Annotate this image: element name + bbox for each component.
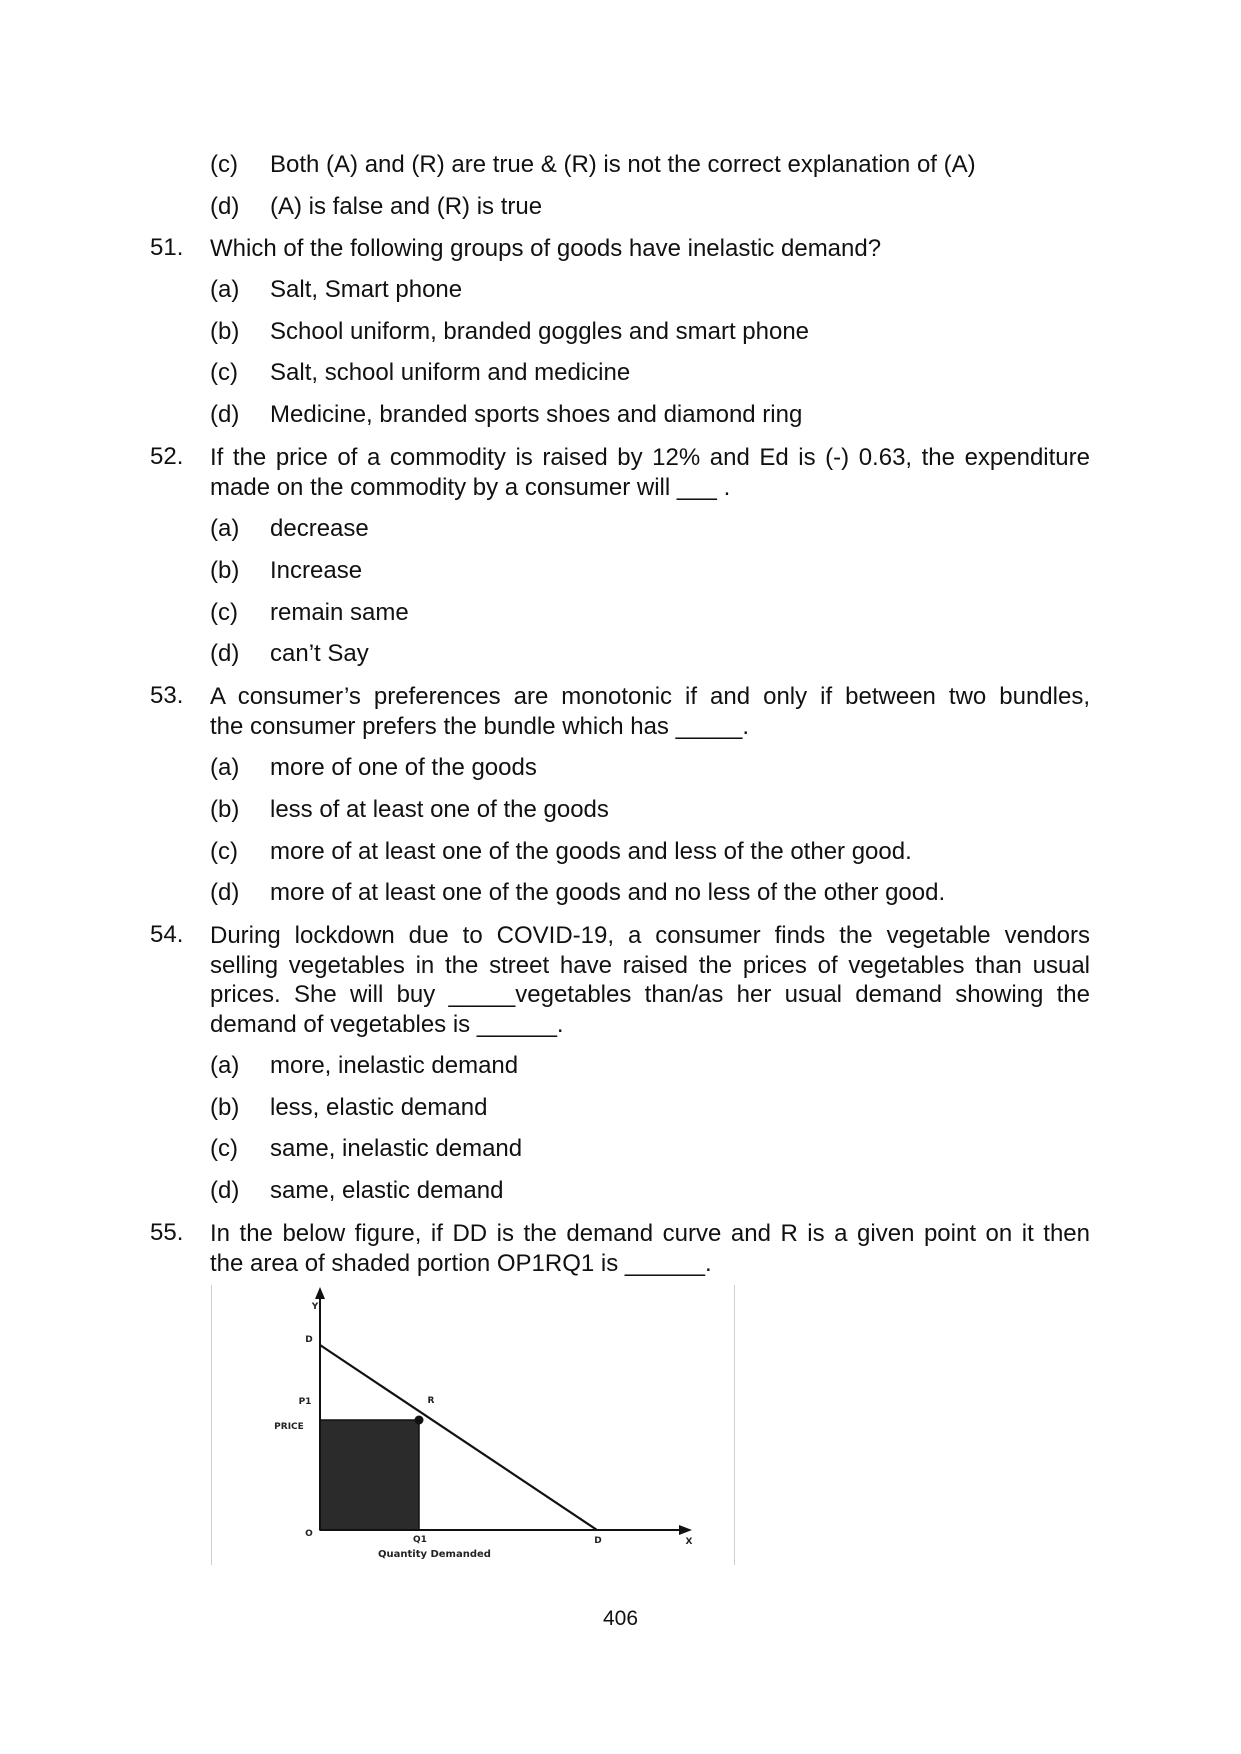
option-b-label: (b)	[210, 557, 240, 584]
price-level-label: P1	[298, 1397, 312, 1407]
question-number: 51.	[150, 234, 184, 261]
question-text-line: prices. She will buy _____vegetables than/as her usual demand showing the	[210, 981, 1090, 1008]
question-text-line: In the below figure, if DD is the demand curve and R is a given point on it then	[210, 1220, 1090, 1247]
question-text-line: If the price of a commodity is raised by 12% and Ed is (-) 0.63, the expenditure	[210, 444, 1090, 471]
demand-bottom-label: D	[594, 1536, 602, 1546]
page-number: 406	[602, 1607, 639, 1630]
y-axis-title: PRICE	[274, 1422, 304, 1432]
option-d-text: can’t Say	[270, 640, 369, 667]
option-a-label: (a)	[210, 276, 240, 303]
origin-label: O	[305, 1529, 313, 1539]
carryover-option-d-text: (A) is false and (R) is true	[270, 193, 543, 220]
demand-curve-diagram	[212, 1285, 734, 1565]
option-a-label: (a)	[210, 1052, 240, 1079]
x-axis-arrow-icon	[679, 1525, 692, 1535]
question-text-line: selling vegetables in the street have raised the prices of vegetables than usual	[210, 951, 1090, 979]
option-a-label: (a)	[210, 515, 240, 542]
question-number: 53.	[150, 682, 184, 709]
question-text-line: A consumer’s preferences are monotonic if and only if between two bundles,	[210, 683, 1090, 710]
x-axis-title: Quantity Demanded	[378, 1549, 491, 1560]
option-d-label: (d)	[210, 879, 240, 906]
question-text	[210, 443, 1090, 502]
question-text-line: made on the commodity by a consumer will ___ .	[210, 473, 731, 501]
option-a-text: decrease	[270, 515, 369, 542]
option-c-text: Salt, school uniform and medicine	[270, 359, 631, 386]
question-text	[210, 682, 1090, 741]
option-a-text: more of one of the goods	[270, 754, 537, 781]
question-text-line: demand of vegetables is ______.	[210, 1010, 564, 1038]
option-b-label: (b)	[210, 318, 240, 345]
option-d-text: Medicine, branded sports shoes and diamond ring	[270, 401, 803, 428]
option-d-label: (d)	[210, 401, 240, 428]
demand-top-label: D	[305, 1335, 313, 1345]
option-c-label: (c)	[210, 359, 238, 386]
option-b-text: less of at least one of the goods	[270, 796, 609, 823]
option-a-text: more, inelastic demand	[270, 1052, 519, 1079]
point-r-marker	[415, 1416, 424, 1425]
quantity-level-label: Q1	[413, 1535, 427, 1545]
point-r-label: R	[427, 1396, 435, 1406]
option-b-label: (b)	[210, 796, 240, 823]
option-b-text: School uniform, branded goggles and smart phone	[270, 318, 810, 345]
carryover-option-c-text: Both (A) and (R) are true & (R) is not the correct explanation of (A)	[270, 151, 976, 178]
question-text	[210, 921, 1090, 1039]
question-number: 55.	[150, 1219, 184, 1246]
question-text	[210, 1219, 1090, 1278]
option-a-label: (a)	[210, 754, 240, 781]
question-text-line: Which of the following groups of goods have inelastic demand?	[210, 235, 882, 262]
option-c-label: (c)	[210, 599, 238, 626]
y-axis-arrow-icon	[315, 1287, 325, 1299]
carryover-option-d-label: (d)	[210, 193, 240, 220]
question-text-line: the consumer prefers the bundle which has _____.	[210, 712, 750, 740]
option-d-label: (d)	[210, 640, 240, 667]
shaded-area-op1rq1	[320, 1420, 419, 1530]
question-text-line: During lockdown due to COVID-19, a consumer finds the vegetable vendors	[210, 922, 1090, 949]
question-number: 52.	[150, 443, 184, 470]
question-text	[210, 234, 1090, 264]
carryover-option-c-label: (c)	[210, 151, 238, 178]
option-c-text: more of at least one of the goods and less of the other good.	[270, 838, 912, 865]
option-d-label: (d)	[210, 1177, 240, 1204]
option-c-label: (c)	[210, 838, 238, 865]
demand-curve-figure	[211, 1285, 735, 1565]
option-b-label: (b)	[210, 1094, 240, 1121]
y-axis-letter: Y	[311, 1302, 319, 1312]
option-c-text: remain same	[270, 599, 409, 626]
option-a-text: Salt, Smart phone	[270, 276, 463, 303]
option-b-text: Increase	[270, 557, 363, 584]
option-c-text: same, inelastic demand	[270, 1135, 523, 1162]
question-text-line: the area of shaded portion OP1RQ1 is ______.	[210, 1249, 712, 1277]
question-number: 54.	[150, 921, 184, 948]
x-axis-letter: X	[685, 1537, 693, 1547]
option-d-text: more of at least one of the goods and no less of the other good.	[270, 879, 946, 906]
option-b-text: less, elastic demand	[270, 1094, 488, 1121]
option-c-label: (c)	[210, 1135, 238, 1162]
option-d-text: same, elastic demand	[270, 1177, 504, 1204]
